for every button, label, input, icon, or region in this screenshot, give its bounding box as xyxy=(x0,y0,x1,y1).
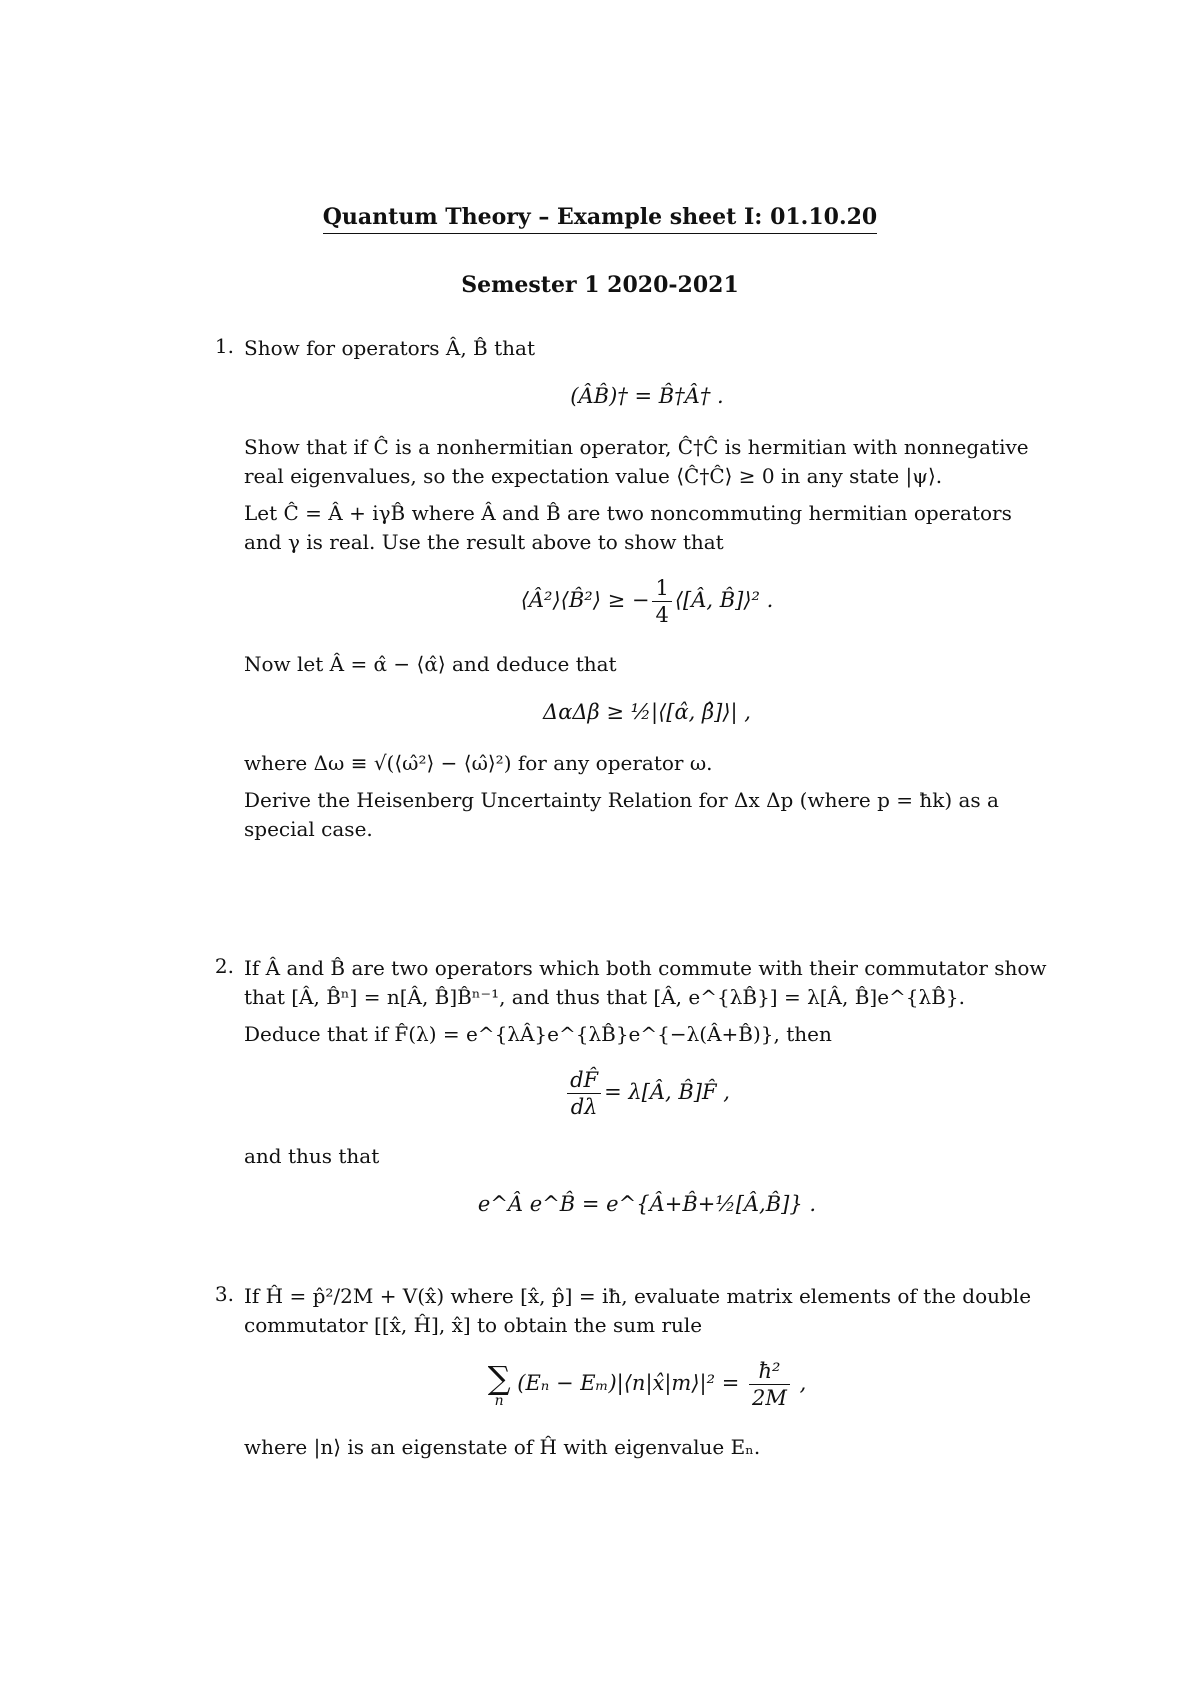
problem-text: If Ĥ = p̂²/2M + V(x̂) where [x̂, p̂] = iħ, evaluate matrix elements of the double commutator [[x̂, Ĥ], x̂] to obtain the sum rule xyxy=(244,1284,1032,1337)
equation: (ÂB̂)† = B̂†Â† . xyxy=(570,384,724,408)
fraction-denominator: dλ xyxy=(570,1095,598,1119)
problem-number: 1. xyxy=(214,334,234,358)
equation-part: ⟨[Â, B̂]⟩² . xyxy=(674,588,774,612)
equation xyxy=(244,575,1050,628)
fraction xyxy=(749,1358,790,1411)
equation: e^Â e^B̂ = e^{Â+B̂+½[Â,B̂]} . xyxy=(477,1192,817,1216)
semester-heading: Semester 1 2020-2021 xyxy=(461,272,739,298)
sum-index: n xyxy=(494,1392,504,1409)
fraction xyxy=(652,575,671,628)
sigma-symbol: ∑ xyxy=(487,1358,511,1397)
equation xyxy=(244,1358,1050,1411)
summation-sign xyxy=(487,1358,511,1409)
problem-text: where Δω ≡ √(⟨ω̂²⟩ − ⟨ω̂⟩²) for any operator ω. xyxy=(244,751,713,775)
equation-part: (Eₙ − Eₘ)|⟨n|x̂|m⟩|² = xyxy=(517,1371,740,1395)
problem-text: Deduce that if F̂(λ) = e^{λÂ}e^{λB̂}e^{−λ(Â+B̂)}, then xyxy=(244,1022,832,1046)
problem-text: Let Ĉ = Â + iγB̂ where Â and B̂ are two noncommuting hermitian operators and γ is real. Use the result above to show that xyxy=(244,501,1012,554)
fraction-numerator: 1 xyxy=(652,575,671,602)
problem-text: If Â and B̂ are two operators which both commute with their commutator show that [Â, B̂ⁿ] = n[Â, B̂]B̂ⁿ⁻¹, and thus that [Â, e^{λB̂}] = λ[Â, B̂]e^{λB̂}. xyxy=(244,956,1047,1009)
problem-text: Derive the Heisenberg Uncertainty Relation for Δx Δp (where p = ħk) as a special case. xyxy=(244,788,999,841)
fraction-denominator: 4 xyxy=(655,603,669,627)
equation-part: ⟨Â²⟩⟨B̂²⟩ ≥ − xyxy=(520,588,650,612)
equation xyxy=(244,1067,1050,1120)
fraction-denominator: 2M xyxy=(752,1386,787,1410)
equation: ΔαΔβ ≥ ½|⟨[α̂, β̂]⟩| , xyxy=(543,700,751,724)
sheet-title-text: Quantum Theory – Example sheet I: 01.10.20 xyxy=(323,204,877,234)
problem-text: Now let Â = α̂ − ⟨α̂⟩ and deduce that xyxy=(244,652,617,676)
fraction-numerator: dF̂ xyxy=(567,1067,601,1094)
problem-number: 3. xyxy=(214,1282,234,1306)
fraction xyxy=(567,1067,601,1120)
equation-part: , xyxy=(799,1371,807,1395)
problem-text: Show for operators Â, B̂ that xyxy=(244,336,535,360)
problem-text: Show that if Ĉ is a nonhermitian operator, Ĉ†Ĉ is hermitian with nonnegative real eigenvalues, so the expectation value ⟨Ĉ†Ĉ⟩ ≥ 0 in any state |ψ⟩. xyxy=(244,435,1029,488)
problem-text: and thus that xyxy=(244,1144,380,1168)
problem-number: 2. xyxy=(214,954,234,978)
equation-part: = λ[Â, B̂]F̂ , xyxy=(604,1080,730,1104)
fraction-numerator: ħ² xyxy=(749,1358,790,1385)
sheet-title xyxy=(0,204,1200,230)
problem-text: where |n⟩ is an eigenstate of Ĥ with eigenvalue Eₙ. xyxy=(244,1435,761,1459)
